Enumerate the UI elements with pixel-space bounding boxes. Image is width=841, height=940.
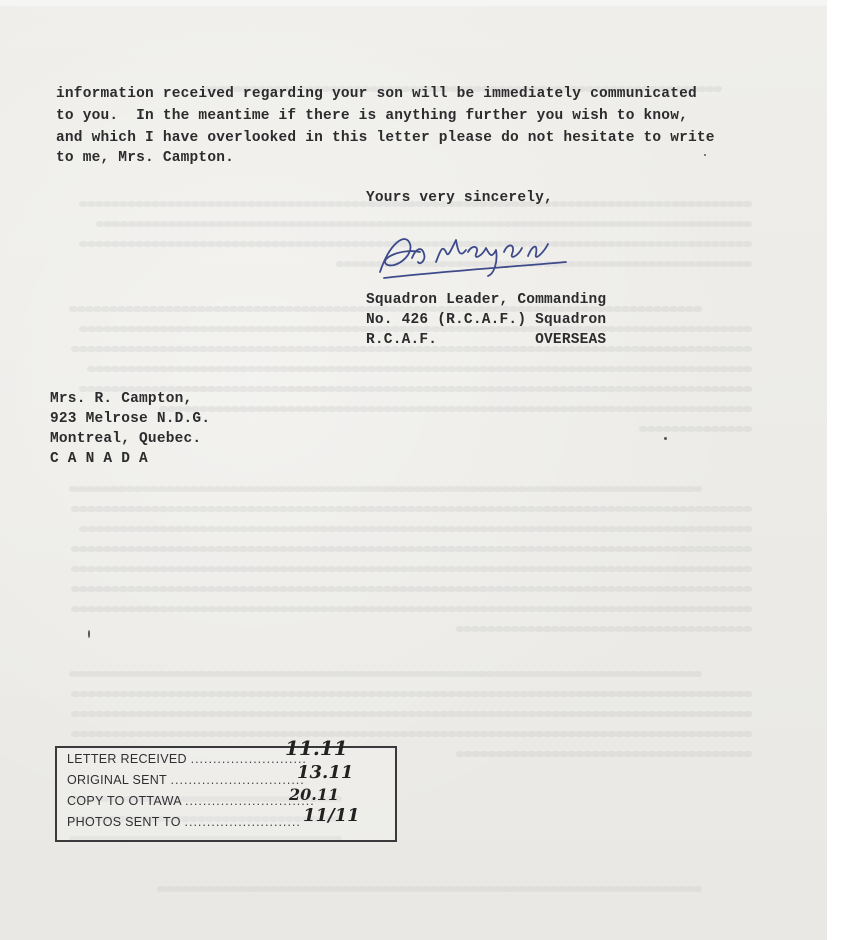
paper-top-edge [0, 0, 841, 6]
closing-salutation: Yours very sincerely, [366, 190, 553, 206]
body-line-1: information received regarding your son will be immediately communicated [56, 86, 697, 102]
body-line-2: to you. In the meantime if there is anything further you wish to know, [56, 108, 689, 124]
signer-squadron: No. 426 (R.C.A.F.) Squadron [366, 312, 607, 328]
ink-mark [88, 630, 90, 638]
stamp-row-photos-sent [67, 815, 301, 829]
handwritten-date-original: 13.11 [297, 762, 354, 783]
signer-service: R.C.A.F. OVERSEAS [366, 332, 607, 348]
stamp-row-original-sent [67, 773, 305, 787]
address-country: C A N A D A [50, 451, 148, 467]
address-street: 923 Melrose N.D.G. [50, 411, 211, 427]
stamp-dots: .............................. [170, 773, 305, 787]
stamp-row-letter-received [67, 752, 307, 766]
stamp-dots: .......................... [190, 752, 307, 766]
handwritten-date-received: 11.11 [285, 736, 348, 760]
stamp-label: LETTER RECEIVED [67, 752, 187, 766]
handwritten-date-photos: 11/11 [303, 805, 360, 826]
stamp-dots: .......................... [184, 815, 301, 829]
stamp-label: ORIGINAL SENT [67, 773, 167, 787]
signer-title: Squadron Leader, Commanding [366, 292, 607, 308]
stamp-label: COPY TO OTTAWA [67, 794, 182, 808]
stamp-row-copy-to-ottawa [67, 794, 315, 808]
paper-right-edge [827, 0, 841, 940]
stamp-dots: ............................. [184, 794, 315, 808]
handwritten-signature [376, 222, 586, 282]
address-city: Montreal, Quebec. [50, 431, 202, 447]
body-line-4: to me, Mrs. Campton. [56, 150, 235, 166]
correspondence-stamp [55, 736, 397, 842]
stamp-label: PHOTOS SENT TO [67, 815, 181, 829]
ink-dot [704, 154, 706, 156]
body-line-3: and which I have overlooked in this letter please do not hesitate to write [56, 130, 715, 146]
handwritten-date-copy: 20.11 [289, 785, 340, 804]
address-name: Mrs. R. Campton, [50, 391, 193, 407]
ink-dot [664, 437, 667, 440]
